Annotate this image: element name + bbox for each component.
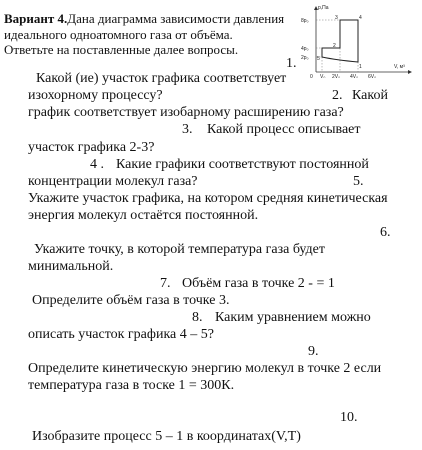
question-8-line-1: Каким уравнением можно — [215, 310, 371, 325]
question-2-line-2: график соответствует изобарному расширению газа? — [28, 105, 344, 120]
x-tick-label: 2V₀ — [332, 74, 341, 78]
question-7-line-1: Объём газа в точке 2 - = 1 — [182, 276, 335, 291]
question-8-number: 8. — [192, 310, 203, 325]
question-6-line-2: минимальной. — [28, 259, 114, 274]
x-tick-label: 4V₀ — [350, 74, 359, 78]
y-tick-label: 4p₀ — [301, 46, 309, 52]
point-label: 3 — [335, 15, 338, 21]
question-1-number: 1. — [286, 56, 297, 71]
question-3-line-2: участок графика 2-3? — [28, 140, 155, 155]
question-9-line-2: температура газа в тоске 1 = 300К. — [28, 378, 235, 393]
question-5-line-1: Укажите участок графика, на котором средняя кинетическая — [28, 191, 388, 206]
question-9-line-1: Определите кинетическую энергию молекул в точке 2 если — [28, 361, 382, 376]
question-5-number: 5. — [353, 174, 364, 189]
question-3-number: 3. — [182, 122, 193, 137]
x-tick-label: V₀ — [320, 74, 326, 78]
question-10-number: 10. — [340, 410, 358, 425]
question-1-line-2: изохорному процессу? — [28, 88, 163, 103]
header-intro: Дана диаграмма зависимости давления — [67, 11, 285, 26]
question-3-line-1: Какой процесс описывает — [207, 122, 361, 137]
question-7-line-2: Определите объём газа в точке 3. — [32, 293, 230, 308]
y-tick-label: 2p₀ — [301, 55, 309, 61]
point-label: 1 — [359, 64, 362, 70]
variant-title: Вариант 4. — [4, 11, 68, 26]
header-line-3: Ответьте на поставленные далее вопросы. — [4, 42, 239, 57]
process-line — [322, 20, 358, 62]
x-axis-label: V, м³ — [394, 64, 405, 70]
question-1-line-1: Какой (ие) участок графика соответствует — [36, 71, 287, 86]
question-7-number: 7. — [160, 276, 171, 291]
header-line-2: идеального одноатомного газа от объёма. — [4, 27, 233, 42]
question-8-line-2: описать участок графика 4 – 5? — [28, 327, 214, 342]
origin-label: 0 — [310, 74, 313, 78]
question-5-line-2: энергия молекул остаётся постоянной. — [28, 208, 259, 223]
x-tick-label: 6V₀ — [368, 74, 377, 78]
question-4-line-2: концентрации молекул газа? — [28, 174, 198, 189]
header-line-1 — [4, 12, 284, 25]
y-tick-label: 8p₀ — [301, 18, 309, 24]
question-4-number: 4 . — [90, 157, 104, 172]
question-2-line-1: Какой — [352, 88, 388, 103]
point-label: 2 — [333, 43, 336, 49]
p-v-diagram — [298, 2, 416, 78]
y-axis-label: p,Па — [318, 5, 329, 11]
question-2-number: 2. — [332, 88, 343, 103]
point-label: 4 — [359, 15, 362, 21]
question-6-number: 6. — [380, 225, 391, 240]
question-6-line-1: Укажите точку, в которой температура газа будет — [34, 242, 325, 257]
question-10-line-1: Изобразите процесс 5 – 1 в координатах(V,T) — [32, 429, 301, 444]
question-9-number: 9. — [308, 344, 319, 359]
point-label: 5 — [317, 56, 320, 62]
question-4-line-1: Какие графики соответствуют постоянной — [116, 157, 369, 172]
